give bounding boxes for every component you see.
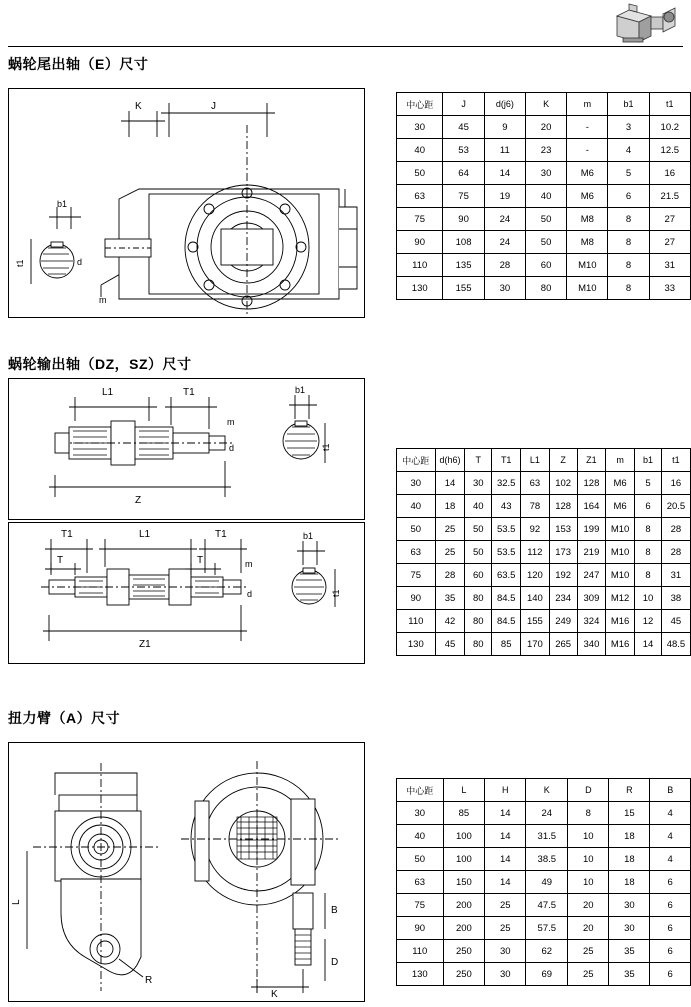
- cell: 80: [465, 610, 492, 633]
- cell: 40: [397, 495, 436, 518]
- cell: 63: [397, 541, 436, 564]
- cell: M6: [567, 162, 608, 185]
- th: D: [568, 779, 609, 802]
- table-row: [397, 633, 691, 656]
- cell: 12.5: [649, 139, 690, 162]
- table-row: [397, 848, 691, 871]
- cell: 53.5: [492, 541, 521, 564]
- cell: 102: [549, 472, 577, 495]
- cell: 135: [443, 254, 484, 277]
- cell: 112: [521, 541, 549, 564]
- th: d(j6): [484, 93, 525, 116]
- cell: 45: [443, 116, 484, 139]
- table-row: [397, 541, 691, 564]
- cell: 30: [397, 116, 443, 139]
- cell: 110: [397, 610, 436, 633]
- cell: 155: [443, 277, 484, 300]
- cell: 33: [649, 277, 690, 300]
- section-title-dz-sz: 蜗轮输出轴（DZ，SZ）尺寸: [8, 356, 192, 372]
- cell: 100: [443, 848, 485, 871]
- cell: 63: [397, 871, 444, 894]
- cell: 16: [661, 472, 690, 495]
- th: m: [567, 93, 608, 116]
- svg-text:T1: T1: [183, 387, 195, 398]
- table-row: [397, 871, 691, 894]
- cell: 60: [465, 564, 492, 587]
- cell: 14: [484, 162, 525, 185]
- cell: 8: [608, 277, 649, 300]
- cell: 80: [526, 277, 567, 300]
- header-divider: [8, 46, 683, 47]
- th: m: [606, 449, 635, 472]
- cell: 10: [568, 825, 609, 848]
- cell: M10: [606, 518, 635, 541]
- cell: M6: [606, 495, 635, 518]
- cell: 90: [397, 917, 444, 940]
- table-row: [397, 185, 691, 208]
- cell: 130: [397, 963, 444, 986]
- cell: 50: [465, 518, 492, 541]
- cell: 110: [397, 254, 443, 277]
- cell: 25: [435, 541, 465, 564]
- table-row: [397, 254, 691, 277]
- th: T: [465, 449, 492, 472]
- cell: 75: [397, 208, 443, 231]
- cell: 28: [661, 518, 690, 541]
- svg-text:J: J: [211, 101, 216, 112]
- cell: M8: [567, 231, 608, 254]
- cell: 128: [577, 472, 605, 495]
- cell: 6: [650, 940, 691, 963]
- cell: 25: [568, 940, 609, 963]
- cell: 28: [661, 541, 690, 564]
- cell: 47.5: [526, 894, 568, 917]
- cell: 6: [650, 871, 691, 894]
- th: L: [443, 779, 485, 802]
- svg-text:d: d: [77, 257, 83, 267]
- cell: 75: [443, 185, 484, 208]
- cell: 130: [397, 277, 443, 300]
- cell: 53.5: [492, 518, 521, 541]
- cell: 3: [608, 116, 649, 139]
- svg-text:R: R: [145, 975, 153, 986]
- cell: 35: [435, 587, 465, 610]
- table-row: [397, 116, 691, 139]
- cell: 32.5: [492, 472, 521, 495]
- cell: 69: [526, 963, 568, 986]
- cell: 27: [649, 231, 690, 254]
- cell: 25: [485, 894, 526, 917]
- cell: 11: [484, 139, 525, 162]
- cell: 173: [549, 541, 577, 564]
- cell: 8: [635, 564, 662, 587]
- cell: 30: [484, 277, 525, 300]
- svg-text:T: T: [57, 555, 64, 566]
- table-row: [397, 610, 691, 633]
- th: K: [526, 93, 567, 116]
- cell: 85: [492, 633, 521, 656]
- th: K: [526, 779, 568, 802]
- svg-text:Z1: Z1: [139, 639, 151, 650]
- cell: M8: [567, 208, 608, 231]
- cell: 20: [526, 116, 567, 139]
- cell: 28: [435, 564, 465, 587]
- cell: 140: [521, 587, 549, 610]
- svg-text:L1: L1: [102, 387, 114, 398]
- svg-text:d: d: [247, 589, 253, 599]
- cell: 21.5: [649, 185, 690, 208]
- cell: 80: [465, 587, 492, 610]
- svg-text:m: m: [245, 559, 253, 569]
- table-row: [397, 917, 691, 940]
- cell: 16: [649, 162, 690, 185]
- th: 中心距: [397, 93, 443, 116]
- cell: 100: [443, 825, 485, 848]
- cell: 340: [577, 633, 605, 656]
- cell: 4: [608, 139, 649, 162]
- cell: 57.5: [526, 917, 568, 940]
- table-row: [397, 472, 691, 495]
- svg-text:T1: T1: [61, 529, 73, 540]
- table-row: [397, 277, 691, 300]
- cell: 50: [397, 848, 444, 871]
- cell: 35: [609, 963, 650, 986]
- th: H: [485, 779, 526, 802]
- cell: 30: [609, 894, 650, 917]
- cell: 14: [485, 802, 526, 825]
- cell: 8: [635, 518, 662, 541]
- th: L1: [521, 449, 549, 472]
- cell: 8: [568, 802, 609, 825]
- th: t1: [649, 93, 690, 116]
- cell: 84.5: [492, 610, 521, 633]
- svg-text:Z: Z: [135, 495, 142, 506]
- cell: M10: [606, 564, 635, 587]
- svg-text:T1: T1: [215, 529, 227, 540]
- section-title-torque-arm: 扭力臂（A）尺寸: [8, 710, 121, 726]
- cell: 6: [608, 185, 649, 208]
- cell: 234: [549, 587, 577, 610]
- th: Z: [549, 449, 577, 472]
- cell: 4: [650, 802, 691, 825]
- cell: 85: [443, 802, 485, 825]
- svg-text:b1: b1: [303, 531, 314, 541]
- table-header-row: [397, 779, 691, 802]
- cell: 31.5: [526, 825, 568, 848]
- cell: 4: [650, 825, 691, 848]
- cell: 200: [443, 917, 485, 940]
- cell: 60: [526, 254, 567, 277]
- svg-text:m: m: [227, 417, 235, 427]
- cell: 63: [521, 472, 549, 495]
- cell: 14: [485, 825, 526, 848]
- table-row: [397, 825, 691, 848]
- th: b1: [635, 449, 662, 472]
- svg-text:t1: t1: [15, 259, 25, 267]
- svg-text:d: d: [229, 443, 235, 453]
- svg-text:T: T: [197, 555, 204, 566]
- cell: 10.2: [649, 116, 690, 139]
- cell: 120: [521, 564, 549, 587]
- cell: 164: [577, 495, 605, 518]
- cell: 200: [443, 894, 485, 917]
- cell: 50: [397, 518, 436, 541]
- gearbox-icon: [609, 2, 681, 44]
- cell: 5: [635, 472, 662, 495]
- cell: 90: [397, 587, 436, 610]
- cell: 64: [443, 162, 484, 185]
- table-row: [397, 231, 691, 254]
- cell: 20.5: [661, 495, 690, 518]
- cell: 12: [635, 610, 662, 633]
- table-row: [397, 802, 691, 825]
- cell: M12: [606, 587, 635, 610]
- cell: 38.5: [526, 848, 568, 871]
- cell: 25: [485, 917, 526, 940]
- cell: 90: [397, 231, 443, 254]
- cell: 199: [577, 518, 605, 541]
- cell: 45: [661, 610, 690, 633]
- cell: 35: [609, 940, 650, 963]
- table-row: [397, 564, 691, 587]
- cell: 130: [397, 633, 436, 656]
- cell: 31: [661, 564, 690, 587]
- table-header-row: [397, 93, 691, 116]
- table-row: [397, 162, 691, 185]
- cell: 128: [549, 495, 577, 518]
- table-row: [397, 139, 691, 162]
- table-e-dimensions: [396, 92, 691, 300]
- th: B: [650, 779, 691, 802]
- cell: 250: [443, 963, 485, 986]
- cell: 43: [492, 495, 521, 518]
- cell: 247: [577, 564, 605, 587]
- svg-text:L1: L1: [139, 529, 151, 540]
- cell: 249: [549, 610, 577, 633]
- cell: 63: [397, 185, 443, 208]
- svg-text:K: K: [271, 989, 278, 999]
- cell: 170: [521, 633, 549, 656]
- cell: 250: [443, 940, 485, 963]
- table-row: [397, 495, 691, 518]
- cell: 18: [609, 848, 650, 871]
- cell: -: [567, 116, 608, 139]
- cell: 155: [521, 610, 549, 633]
- th: Z1: [577, 449, 605, 472]
- cell: 30: [526, 162, 567, 185]
- cell: M16: [606, 633, 635, 656]
- cell: 80: [465, 633, 492, 656]
- cell: 40: [397, 139, 443, 162]
- th: 中心距: [397, 779, 444, 802]
- cell: 8: [608, 231, 649, 254]
- drawing-dz-shaft: [8, 378, 365, 520]
- cell: M10: [567, 254, 608, 277]
- cell: 92: [521, 518, 549, 541]
- table-dz-sz-dimensions: [396, 448, 691, 656]
- cell: 75: [397, 564, 436, 587]
- cell: 27: [649, 208, 690, 231]
- cell: 219: [577, 541, 605, 564]
- cell: 14: [485, 871, 526, 894]
- cell: 53: [443, 139, 484, 162]
- cell: 8: [608, 254, 649, 277]
- cell: 30: [609, 917, 650, 940]
- drawing-sz-shaft: [8, 522, 365, 664]
- cell: M16: [606, 610, 635, 633]
- svg-text:K: K: [135, 101, 142, 112]
- cell: 50: [465, 541, 492, 564]
- cell: 10: [568, 848, 609, 871]
- cell: 30: [485, 963, 526, 986]
- cell: 20: [568, 894, 609, 917]
- cell: 108: [443, 231, 484, 254]
- cell: 50: [526, 231, 567, 254]
- cell: 9: [484, 116, 525, 139]
- cell: 10: [568, 871, 609, 894]
- section-title-e: 蜗轮尾出轴（E）尺寸: [8, 56, 149, 72]
- cell: M6: [606, 472, 635, 495]
- svg-text:B: B: [331, 905, 338, 916]
- cell: 75: [397, 894, 444, 917]
- cell: 42: [435, 610, 465, 633]
- cell: 48.5: [661, 633, 690, 656]
- table-row: [397, 587, 691, 610]
- cell: 265: [549, 633, 577, 656]
- cell: 30: [485, 940, 526, 963]
- cell: 23: [526, 139, 567, 162]
- cell: 19: [484, 185, 525, 208]
- cell: 63.5: [492, 564, 521, 587]
- cell: 18: [609, 825, 650, 848]
- cell: 14: [435, 472, 465, 495]
- svg-text:b1: b1: [57, 199, 68, 209]
- drawing-torque-arm: [8, 742, 365, 1002]
- th: d(h6): [435, 449, 465, 472]
- cell: 5: [608, 162, 649, 185]
- table-row: [397, 963, 691, 986]
- th: J: [443, 93, 484, 116]
- cell: 8: [635, 541, 662, 564]
- cell: -: [567, 139, 608, 162]
- cell: M10: [567, 277, 608, 300]
- cell: 4: [650, 848, 691, 871]
- cell: 6: [650, 894, 691, 917]
- cell: 18: [435, 495, 465, 518]
- th: b1: [608, 93, 649, 116]
- cell: 24: [484, 208, 525, 231]
- cell: 78: [521, 495, 549, 518]
- cell: 10: [635, 587, 662, 610]
- cell: 6: [650, 917, 691, 940]
- th: T1: [492, 449, 521, 472]
- th: t1: [661, 449, 690, 472]
- cell: 153: [549, 518, 577, 541]
- cell: 324: [577, 610, 605, 633]
- cell: 28: [484, 254, 525, 277]
- table-torque-arm-dimensions: [396, 778, 691, 986]
- cell: 40: [397, 825, 444, 848]
- cell: 192: [549, 564, 577, 587]
- cell: 84.5: [492, 587, 521, 610]
- th: R: [609, 779, 650, 802]
- svg-text:b1: b1: [295, 385, 306, 395]
- cell: 150: [443, 871, 485, 894]
- cell: 24: [526, 802, 568, 825]
- cell: 50: [526, 208, 567, 231]
- table-row: [397, 208, 691, 231]
- cell: 38: [661, 587, 690, 610]
- cell: 6: [650, 963, 691, 986]
- cell: 40: [465, 495, 492, 518]
- cell: 20: [568, 917, 609, 940]
- svg-text:D: D: [331, 957, 339, 968]
- svg-text:t1: t1: [331, 589, 341, 597]
- cell: 49: [526, 871, 568, 894]
- cell: 8: [608, 208, 649, 231]
- cell: 50: [397, 162, 443, 185]
- cell: M10: [606, 541, 635, 564]
- cell: 40: [526, 185, 567, 208]
- cell: 90: [443, 208, 484, 231]
- table-row: [397, 518, 691, 541]
- cell: 15: [609, 802, 650, 825]
- cell: 18: [609, 871, 650, 894]
- cell: 14: [485, 848, 526, 871]
- cell: 31: [649, 254, 690, 277]
- table-row: [397, 894, 691, 917]
- cell: 24: [484, 231, 525, 254]
- table-row: [397, 940, 691, 963]
- cell: 6: [635, 495, 662, 518]
- cell: 30: [465, 472, 492, 495]
- table-header-row: [397, 449, 691, 472]
- cell: M6: [567, 185, 608, 208]
- svg-text:t1: t1: [321, 443, 331, 451]
- svg-text:m: m: [99, 295, 107, 305]
- cell: 45: [435, 633, 465, 656]
- drawing-e-shaft: [8, 88, 365, 318]
- cell: 14: [635, 633, 662, 656]
- cell: 309: [577, 587, 605, 610]
- cell: 25: [435, 518, 465, 541]
- cell: 30: [397, 802, 444, 825]
- cell: 62: [526, 940, 568, 963]
- cell: 25: [568, 963, 609, 986]
- cell: 30: [397, 472, 436, 495]
- th: 中心距: [397, 449, 436, 472]
- cell: 110: [397, 940, 444, 963]
- svg-text:L: L: [11, 899, 22, 905]
